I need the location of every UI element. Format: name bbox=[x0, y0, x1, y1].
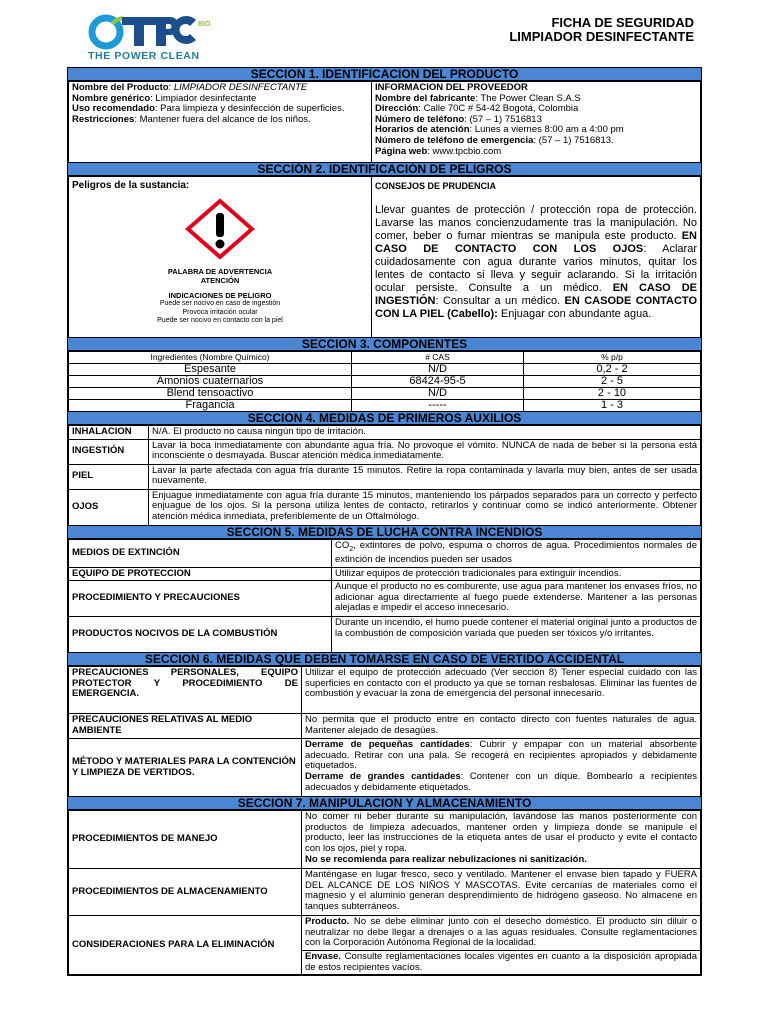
precautionary-statements: Llevar guantes de protección / protección ropa de protección. Lavarse las manos concienzudamente tras la manipulación. No comer, beber o fumar mientras se manipula este producto. EN CASO DE CONTACTO CON LOS OJOS: Aclarar cuidadosamente con agua durante varios minutos, quitar los lentes de contacto si lleva y seguir aclarando. Si la irritación ocular persiste. Consulte a un médico. EN CASO DE INGESTIÓN: Consultar a un médico. EN CASODE CONTACTO CON LA PIEL (Cabello): Enjuagar con abundante agua. bbox=[375, 203, 698, 320]
table-row: PROCEDIMIENTO Y PRECAUCIONES Aunque el producto no es comburente, use agua para mantener los envases fríos, no adicionar agua directamente al fuego puede extenderse. Mantener a las personas alejadas e impedir el acceso innecesario. bbox=[69, 581, 701, 617]
table-row: INHALACION N/A. El producto no causa ningún tipo de irritación. bbox=[69, 426, 701, 440]
table-row: OJOS Enjuague inmediatamente con agua fría durante 15 minutos, manteniendo los párpados separados para un correcto y perfecto enjuague de los ojos. Si la persona utiliza lentes de contacto, retirarlos y continuar como se indicó anteriormente. Obtener atención médica inmediata, preferiblemente de un Oftalmólogo. bbox=[69, 489, 701, 525]
section-2-title: SECCIÓN 2. IDENTIFICACIÓN DE PELIGROS bbox=[68, 163, 701, 176]
section-5-title: SECCION 5. MEDIDAS DE LUCHA CONTRA INCENDIOS bbox=[68, 526, 701, 539]
hazard-statements-title: INDICACIONES DE PELIGRO bbox=[168, 291, 272, 301]
safety-sheet bbox=[67, 67, 702, 976]
table-row: PRECAUCIONES RELATIVAS AL MEDIO AMBIENTE No permita que el producto entre en contacto directo con fuentes naturales de agua. Mantener alejado de desagües. bbox=[69, 714, 701, 739]
website-link[interactable]: www.tpcbio.com bbox=[432, 145, 502, 157]
table-row: PIEL Lavar la parte afectada con agua fría durante 15 minutos. Retire la ropa contaminada y lavarla muy bien, antes de ser usada nuevamente. bbox=[69, 464, 701, 489]
supplier-info: INFORMACION DEL PROVEEDOR Nombre del fabricante: The Power Clean S.A.S Dirección: Calle 70C # 54-42 Bogotá, Colombia Número de teléfono: (57 – 1) 7516813 Horarios de atención: Lunes a viernes 8:00 am a 4:00 pm Número de teléfono de emergencia: (57 – 1) 7516813. Página web: www.tpcbio.com bbox=[372, 82, 701, 163]
components-table bbox=[68, 351, 701, 412]
section-1-table bbox=[68, 81, 701, 163]
signal-word-value: ATENCIÓN bbox=[200, 276, 240, 286]
handling-table bbox=[68, 810, 701, 975]
table-row: CONSIDERACIONES PARA LA ELIMINACIÓN Producto. No se debe eliminar junto con el desecho doméstico. El producto sin diluir o neutralizar no debe llegar a drenajes o a las aguas residuales. Consulte reglamentaciones con la Corporación Autónoma Regional de la localidad. Envase. Consulte reglamentaciones locales vigentes en cuanto a la disposición apropiada de estos recipientes vacíos. bbox=[69, 916, 701, 975]
table-row: INGESTIÓN Lavar la boca inmediatamente con abundante agua fría. No provoque el vómito. NUNCA de nada de beber si la persona está inconsciente o desmayada. Buscar atención médica inmediatamente. bbox=[69, 439, 701, 464]
table-row: Espesante N/D 0,2 - 2 bbox=[69, 364, 701, 376]
components-header: Ingredientes (Nombre Químico) # CAS % p/p bbox=[69, 352, 701, 364]
first-aid-table bbox=[68, 425, 701, 526]
hazard-cell: Peligros de la sustancia: PALABRA DE ADVERTENCIA ATENCIÓN INDICACIONES DE PELIGRO Puede ser nocivo en caso de ingestión Provoca irritación ocular Puede ser nocivo en contacto con la piel bbox=[69, 177, 372, 338]
document-title bbox=[509, 16, 694, 44]
table-row: EQUIPO DE PROTECCION Utilizar equipos de protección tradicionales para extinguir incendios. bbox=[69, 567, 701, 581]
hazard-statement: Provoca irritación ocular bbox=[182, 308, 258, 316]
section-4-title: SECCION 4. MEDIDAS DE PRIMEROS AUXILIOS bbox=[68, 412, 701, 425]
section-2-table bbox=[68, 176, 701, 338]
title-line-1: FICHA DE SEGURIDAD bbox=[551, 15, 694, 30]
svg-text:BIO: BIO bbox=[198, 21, 211, 28]
hazard-statement: Puede ser nocivo en caso de ingestión bbox=[159, 300, 281, 308]
title-line-2: LIMPIADOR DESINFECTANTE bbox=[509, 29, 694, 44]
table-row: Amonios cuaternarios 68424-95-5 2 - 5 bbox=[69, 376, 701, 388]
logo-tagline: THE POWER CLEAN bbox=[88, 50, 200, 62]
spill-table bbox=[68, 666, 701, 797]
table-row: MÉTODO Y MATERIALES PARA LA CONTENCIÓN Y LIMPIEZA DE VERTIDOS. Derrame de pequeñas cantidades: Cubrir y empapar con un material absorbente adecuado. Retirar con una pala. Se recogerá en recipientes apropiados y debidamente etiquetados. Derrame de grandes cantidades: Contener con un dique. Bombearlo a recipientes adecuados y debidamente etiquetados. bbox=[69, 739, 701, 797]
firefighting-table bbox=[68, 539, 701, 654]
hazard-statement: Puede ser nocivo en contacto con la piel bbox=[157, 317, 283, 325]
product-identification: Nombre del Producto: LIMPIADOR DESINFECTANTE Nombre genérico: Limpiador desinfectante Uso recomendado: Para limpieza y desinfección de superficies. Restricciones: Mantener fuera del alcance de los niños. bbox=[69, 82, 372, 163]
table-row: Fragancia ----- 1 - 3 bbox=[69, 400, 701, 412]
table-row: PROCEDIMIENTOS DE MANEJO No comer ni beber durante su manipulación, lavándose las manos posteriormente con productos de limpieza adecuados, mantener orden y limpieza donde se manipule el producto, leer las instrucciones de la etiqueta antes de usar el producto y evite el contacto con los ojos, piel y ropa. No se recomienda para realizar nebulizaciones ni sanitización. bbox=[69, 811, 701, 869]
table-row: MEDIOS DE EXTINCIÓN $CO_2$, extintores de polvo, espuma o chorros de agua. Procedimientos normales de extinción de incendios pueden ser usados bbox=[69, 539, 701, 567]
product-name: LIMPIADOR DESINFECTANTE bbox=[173, 82, 308, 93]
table-row: PRODUCTOS NOCIVOS DE LA COMBUSTIÓN Durante un incendio, el humo puede contener el material original junto a productos de la combustión de composición variada que pueden ser tóxicos y/o irritantes. bbox=[69, 617, 701, 653]
signal-word-label: PALABRA DE ADVERTENCIA bbox=[167, 267, 273, 277]
table-row: PROCEDIMIENTOS DE ALMACENAMIENTO Manténgase en lugar fresco, seco y ventilado. Mantener el envase bien tapado y FUERA DEL ALCANCE DE LOS NIÑOS Y MASCOTAS. Evite cercanías de materiales como el magnesio y el aluminio generan desprendimiento de hidrógeno gaseoso. No almacene en tanques subterráneos. bbox=[69, 869, 701, 916]
table-row: Blend tensoactivo N/D 2 - 10 bbox=[69, 388, 701, 400]
section-1-title: SECCION 1. IDENTIFICACION DEL PRODUCTO bbox=[68, 68, 701, 81]
section-7-title: SECCION 7. MANIPULACION Y ALMACENAMIENTO bbox=[68, 797, 701, 810]
precautionary-cell: CONSEJOS DE PRUDENCIA Llevar guantes de protección / protección ropa de protección. Lavarse las manos concienzudamente tras la manipulación. No comer, beber o fumar mientras se manipula este producto. EN CASO DE CONTACTO CON LOS OJOS: Aclarar cuidadosamente con agua durante varios minutos, quitar los lentes de contacto si lleva y seguir aclarando. Si la irritación ocular persiste. Consulte a un médico. EN CASO DE INGESTIÓN: Consultar a un médico. EN CASODE CONTACTO CON LA PIEL (Cabello): Enjuagar con abundante agua. bbox=[372, 177, 701, 338]
section-3-title: SECCION 3. COMPONENTES bbox=[68, 338, 701, 351]
section-6-title: SECCION 6. MEDIDAS QUE DEBEN TOMARSE EN CASO DE VERTIDO ACCIDENTAL bbox=[68, 653, 701, 666]
ghs-exclamation-icon bbox=[185, 198, 255, 260]
table-row: PRECAUCIONES PERSONALES, EQUIPO PROTECTOR Y PROCEDIMIENTO DE EMERGENCIA. Utilizar el equipo de protección adecuado (Ver sección 8) Tener especial cuidado con las superficies en contacto con el producto ya que se tornan resbalosas. Eliminar las fuentes de combustión y evacuar la zona de emergencia del personal innecesario. bbox=[69, 667, 701, 714]
